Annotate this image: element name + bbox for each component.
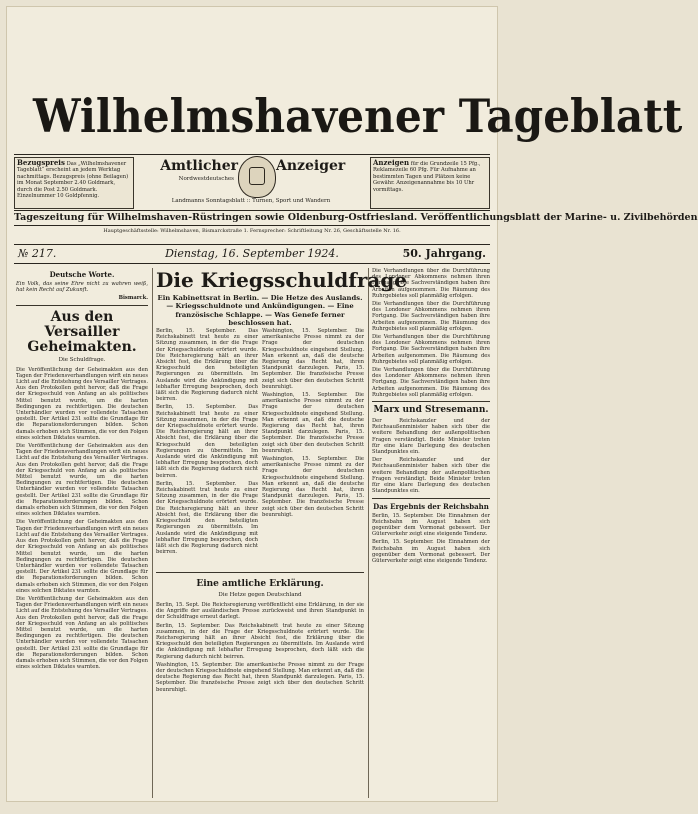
masthead-rule — [14, 154, 490, 155]
article-title: Aus den Versailler Geheimakten. — [27, 308, 137, 355]
ads-box — [370, 157, 490, 209]
eagle-seal-icon — [238, 156, 276, 198]
ads-text: für die Grundzeile 15 Pfg., Reklamezeile 60 Pfg. Für Aufnahme an bestimmten Tagen und Plätzen keine Gewähr. Anzeigenannahme bis 10 Uhr vormittags. — [373, 161, 481, 193]
notice-text: Berlin, 15. Sept. Die Reichsregierung veröffentlicht eine Erklärung, in der sie die Angriffe der ausländischen Presse zurückweist und ihren Standpunkt in der Schuldfrage erneut darlegt. — [156, 602, 364, 621]
info-row: Hauptgeschäftsstelle: Wilhelmshaven, Bismarckstraße 1. Fernsprecher: Schriftleitung Nr. 26, Geschäftsstelle Nr. 16. — [103, 228, 401, 234]
subscription-box — [14, 157, 134, 209]
column-rule-1 — [152, 268, 153, 798]
banner-bottom-rule — [14, 225, 490, 226]
section-title-marx: Marx und Stresemann. — [373, 405, 489, 416]
issue-number: № 217. — [18, 247, 57, 260]
right-top-text: Die Verhandlungen über die Durchführung des Londoner Abkommens nehmen ihren Fortgang. Die Sachverständigen haben ihre Arbeiten aufgenommen. Die Räumung des Ruhrgebietes soll planmäßig erfolgen. — [372, 268, 490, 299]
right-rule-2 — [372, 498, 490, 499]
main-text-b: Washington, 15. September. Die amerikanische Presse nimmt zu der Frage der deutschen Kriegsschuldnote eingehend Stellung. Man erkennt an, daß die deutsche Regierung das Recht hat, ihren Standpunkt darzulegen. Paris, 15. September. Die französische Presse zeigt sich über den deutschen Schritt beunruhigt. — [262, 328, 364, 390]
center-title-right: Anzeiger — [276, 158, 346, 174]
section-text-reichsbahn: Berlin, 15. September. Die Einnahmen der Reichsbahn im August haben sich gegenüber dem Vormonat gebessert. Der Güterverkehr zeigt eine steigende Tendenz. — [372, 512, 490, 538]
banner-top-rule — [14, 210, 490, 211]
subscription-text: Das „Wilhelmshavener Tageblatt“ erscheint an jedem Werktag nachmittags. Bezugspreis (ohne Beilagen) im Monat September 2.40 Goldmark, durch die Post 2.50 Goldmark. Einzelnummer 10 Goldpfennig. — [17, 161, 129, 200]
center-line2: Landmanns Sonntagsblatt :: Turnen, Sport und Wandern — [171, 198, 331, 204]
notice-subtitle: Die Hetze gegen Deutschland — [218, 592, 302, 598]
notice-column — [156, 576, 364, 798]
article-body-repeat: Die Veröffentlichung der Geheimakten aus den Tagen der Friedensverhandlungen wirft ein neues Licht auf die Entstehung des Versailler Vertrages. Aus den Protokollen geht hervor, daß die Frage der Kriegsschuld von Anfang an als politisches Mittel benutzt wurde, um die harten Bedingungen zu rechtfertigen. Die deutschen Unterhändler wurden vor vollendete Tatsachen gestellt. Der Artikel 231 sollte die Grundlage für die Reparationsforderungen bilden. Schon damals erhoben sich Stimmen, die vor den Folgen eines solchen Diktates warnten. — [16, 443, 148, 518]
article-body-repeat-3: Die Veröffentlichung der Geheimakten aus den Tagen der Friedensverhandlungen wirft ein neues Licht auf die Entstehung des Versailler Vertrages. Aus den Protokollen geht hervor, daß die Frage der Kriegsschuld von Anfang an als politisches Mittel benutzt wurde, um die harten Bedingungen zu rechtfertigen. Die deutschen Unterhändler wurden vor vollendete Tatsachen gestellt. Der Artikel 231 sollte die Grundlage für die Reparationsforderungen bilden. Schon damals erhoben sich Stimmen, die vor den Folgen eines solchen Diktates warnten. — [16, 595, 148, 671]
notice-text-3: Washington, 15. September. Die amerikanische Presse nimmt zu der Frage der deutschen Kriegsschuldnote eingehend Stellung. Man erkennt an, daß die deutsche Regierung das Recht hat, ihren Standpunkt darzulegen. Paris, 15. September. Die französische Presse zeigt sich über den deutschen Schritt beunruhigt. — [156, 661, 364, 693]
main-text-a-3: Berlin, 15. September. Das Reichskabinett trat heute zu einer Sitzung zusammen, in der die Frage der Kriegsschuldnote erörtert wurde. Die Reichsregierung hält an ihrer Absicht fest, die Erklärung über die Kriegsschuld den beteiligten Regierungen zu übermitteln. Im Auslande wird die Ankündigung mit lebhafter Erregung besprochen, doch läßt sich die Regierung dadurch nicht beirren. — [156, 480, 258, 556]
article-body: Die Veröffentlichung der Geheimakten aus den Tagen der Friedensverhandlungen wirft ein neues Licht auf die Entstehung des Versailler Vertrages. Aus den Protokollen geht hervor, daß die Frage der Kriegsschuld von Anfang an als politisches Mittel benutzt wurde, um die harten Bedingungen zu rechtfertigen. Die deutschen Unterhändler wurden vor vollendete Tatsachen gestellt. Der Artikel 231 sollte die Grundlage für die Reparationsforderungen bilden. Schon damals erhoben sich Stimmen, die vor den Folgen eines solchen Diktates warnten. — [16, 366, 148, 441]
main-text-a: Berlin, 15. September. Das Reichskabinett trat heute zu einer Sitzung zusammen, in der die Frage der Kriegsschuldnote erörtert wurde. Die Reichsregierung hält an ihrer Absicht fest, die Erklärung über die Kriegsschuld den beteiligten Regierungen zu übermitteln. Im Auslande wird die Ankündigung mit lebhafter Erregung besprochen, doch läßt sich die Regierung dadurch nicht beirren. — [156, 328, 258, 403]
tagline-banner: Tageszeitung für Wilhelmshaven-Rüstringen sowie Oldenburg-Ostfriesland. Veröffentlichungsblatt der Marine- u. Zivilbehörden — [14, 212, 698, 223]
newspaper-page — [6, 6, 698, 802]
main-deck: Ein Kabinettsrat in Berlin. — Die Hetze des Auslands. — Kriegsschuldnote und Ankündigungen. — Eine französische Schlappe. — Was Genefe ferner beschlossen hat. — [157, 294, 363, 328]
issue-bottom-rule — [14, 263, 490, 264]
column-left — [16, 268, 148, 798]
section-title-reichsbahn: Das Ergebnis der Reichsbahn — [373, 501, 489, 511]
main-text-b-3: Washington, 15. September. Die amerikanische Presse nimmt zu der Frage der deutschen Kriegsschuldnote eingehend Stellung. Man erkennt an, daß die deutsche Regierung das Recht hat, ihren Standpunkt darzulegen. Paris, 15. September. Die französische Presse zeigt sich über den deutschen Schritt beunruhigt. — [262, 456, 364, 518]
main-text-a-2: Berlin, 15. September. Das Reichskabinett trat heute zu einer Sitzung zusammen, in der die Frage der Kriegsschuldnote erörtert wurde. Die Reichsregierung hält an ihrer Absicht fest, die Erklärung über die Kriegsschuld den beteiligten Regierungen zu übermitteln. Im Auslande wird die Ankündigung mit lebhafter Erregung besprochen, doch läßt sich die Regierung dadurch nicht beirren. — [156, 404, 258, 479]
column-right — [372, 268, 490, 798]
right-top-text-2: Die Verhandlungen über die Durchführung des Londoner Abkommens nehmen ihren Fortgang. Die Sachverständigen haben ihre Arbeiten aufgenommen. Die Räumung des Ruhrgebietes soll planmäßig erfolgen. — [372, 301, 490, 332]
main-headline: Die Kriegsschuldfrage — [156, 268, 408, 292]
issue-year: 50. Jahrgang. — [402, 247, 486, 260]
motto-text: Ein Volk, das seine Ehre nicht zu wahren weiß, hat kein Recht auf Zukunft. — [16, 281, 148, 294]
main-column-b — [262, 328, 364, 568]
subscription-label: Bezugspreis — [17, 158, 65, 167]
notice-rule — [156, 572, 364, 573]
right-top-text-3: Die Verhandlungen über die Durchführung des Londoner Abkommens nehmen ihren Fortgang. Die Sachverständigen haben ihre Arbeiten aufgenommen. Die Räumung des Ruhrgebietes soll planmäßig erfolgen. — [372, 334, 490, 365]
main-text-b-2: Washington, 15. September. Die amerikanische Presse nimmt zu der Frage der deutschen Kriegsschuldnote eingehend Stellung. Man erkennt an, daß die deutsche Regierung das Recht hat, ihren Standpunkt darzulegen. Paris, 15. September. Die französische Presse zeigt sich über den deutschen Schritt beunruhigt. — [262, 392, 364, 454]
notice-title: Eine amtliche Erklärung. — [196, 579, 324, 589]
article-subtitle: Die Schuldfrage. — [58, 356, 106, 363]
center-title-left: Amtlicher — [160, 158, 238, 174]
motto-rule — [16, 305, 148, 306]
ads-label: Anzeigen — [373, 158, 410, 167]
issue-top-rule — [14, 244, 490, 245]
center-line1: Nordwestdeutsches — [178, 176, 234, 182]
right-rule-1 — [372, 401, 490, 402]
motto-title: Deutsche Worte. — [49, 270, 115, 279]
section-text-marx: Der Reichskanzler und der Reichsaußenminister haben sich über die weitere Behandlung der außenpolitischen Fragen verständigt. Beide Minister treten für eine klare Darlegung des deutschen Standpunktes ein. — [372, 418, 490, 456]
issue-row — [14, 247, 490, 261]
motto-author: Bismarck. — [118, 295, 148, 302]
column-rule-2 — [368, 268, 369, 798]
article-body-repeat-2: Die Veröffentlichung der Geheimakten aus den Tagen der Friedensverhandlungen wirft ein neues Licht auf die Entstehung des Versailler Vertrages. Aus den Protokollen geht hervor, daß die Frage der Kriegsschuld von Anfang an als politisches Mittel benutzt wurde, um die harten Bedingungen zu rechtfertigen. Die deutschen Unterhändler wurden vor vollendete Tatsachen gestellt. Der Artikel 231 sollte die Grundlage für die Reparationsforderungen bilden. Schon damals erhoben sich Stimmen, die vor den Folgen eines solchen Diktates warnten. — [16, 519, 148, 594]
section-text-marx-2: Der Reichskanzler und der Reichsaußenminister haben sich über die weitere Behandlung der außenpolitischen Fragen verständigt. Beide Minister treten für eine klare Darlegung des deutschen Standpunktes ein. — [372, 457, 490, 495]
masthead-title: Wilhelmshavener Tageblatt — [33, 89, 683, 143]
section-text-reichsbahn-2: Berlin, 15. September. Die Einnahmen der Reichsbahn im August haben sich gegenüber dem Vormonat gebessert. Der Güterverkehr zeigt eine steigende Tendenz. — [372, 539, 490, 564]
main-column-a — [156, 328, 258, 568]
issue-date: Dienstag, 16. September 1924. — [165, 247, 339, 260]
right-top-text-4: Die Verhandlungen über die Durchführung des Londoner Abkommens nehmen ihren Fortgang. Die Sachverständigen haben ihre Arbeiten aufgenommen. Die Räumung des Ruhrgebietes soll planmäßig erfolgen. — [372, 367, 490, 398]
notice-text-2: Berlin, 15. September. Das Reichskabinett trat heute zu einer Sitzung zusammen, in der die Frage der Kriegsschuldnote erörtert wurde. Die Reichsregierung hält an ihrer Absicht fest, die Erklärung über die Kriegsschuld den beteiligten Regierungen zu übermitteln. Im Auslande wird die Ankündigung mit lebhafter Erregung besprochen, doch läßt sich die Regierung dadurch nicht beirren. — [156, 622, 364, 660]
